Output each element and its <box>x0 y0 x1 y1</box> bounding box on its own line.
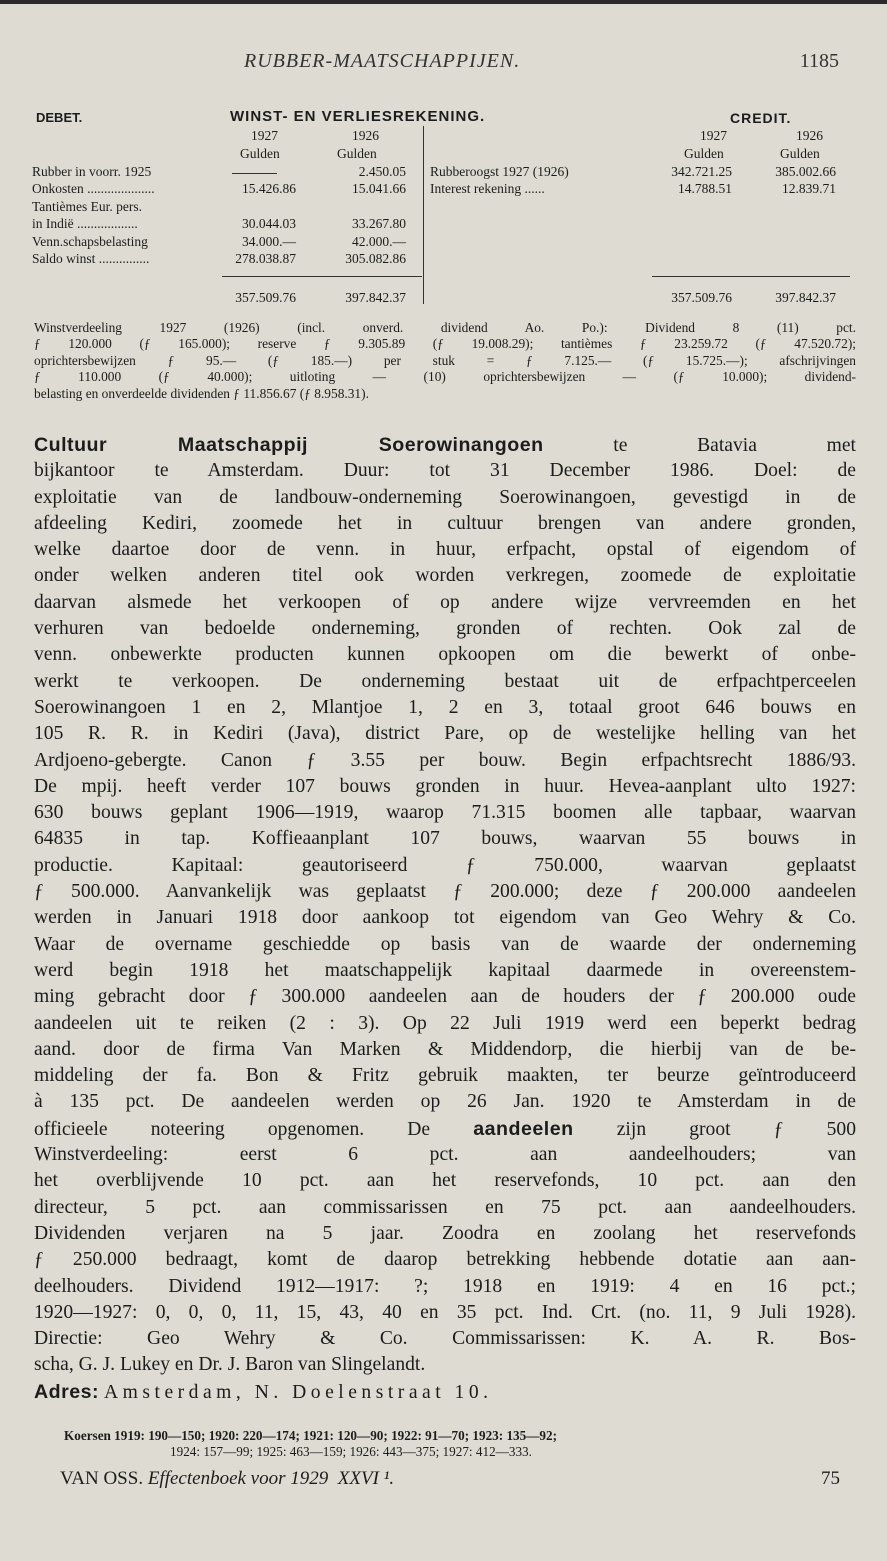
debit-row-1926: 2.450.05 <box>358 164 406 179</box>
entry-line: Directie: Geo Wehry & Co. Commissarissen: K. A. R. Bos- <box>34 1328 856 1350</box>
entry-line: deelhouders. Dividend 1912—1917: ?; 1918 en 1919: 4 en 16 pct.; <box>34 1275 856 1297</box>
footer-publication: Effectenboek voor 1929 <box>147 1468 329 1489</box>
distribution-line: oprichtersbewijzen ƒ 95.— (ƒ 185.—) per stuk = ƒ 7.125.— (ƒ 15.725.—); afschrijvingen <box>34 352 856 368</box>
debit-currency-1926: Gulden <box>337 146 377 161</box>
debit-year-1926: 1926 <box>352 128 379 143</box>
debit-row-label: Tantièmes Eur. pers. <box>32 199 143 214</box>
entry-line: het overblijvende 10 pct. aan het reservefonds, 10 pct. aan den <box>34 1170 856 1192</box>
entry-line: afdeeling Kediri, zoomede het in cultuur brengen van andere gronden, <box>34 512 856 534</box>
entry-line: aand. door de firma Van Marken & Middendorp, die hierbij van de be- <box>34 1038 856 1060</box>
address-value: Amsterdam, N. Doelenstraat 10. <box>103 1381 493 1403</box>
profit-distribution <box>34 320 856 402</box>
entry-line: Dividenden verjaren na 5 jaar. Zoodra en zoolang het reservefonds <box>34 1222 856 1244</box>
debit-row-1927: 34.000.— <box>242 234 296 249</box>
credit-row-1927: 342.721.25 <box>671 164 732 179</box>
entry-line: onder welken anderen titel ook worden verkregen, zoomede de exploitatie <box>34 565 856 587</box>
entry-line: bijkantoor te Amsterdam. Duur: tot 31 December 1986. Doel: de <box>34 460 856 482</box>
entry-line: werden in Januari 1918 door aankoop tot eigendom van Geo Wehry & Co. <box>34 907 856 929</box>
entry-line: middeling der fa. Bon & Fritz gebruik maakten, ter beurze geïntroduceerd <box>34 1065 856 1087</box>
company-heading-line <box>34 432 856 458</box>
distribution-line: Winstverdeeling 1927 (1926) (incl. onverd. dividend Ao. Po.): Dividend 8 (11) pct. <box>34 320 856 335</box>
empty-value-dash <box>232 173 277 174</box>
debit-row-1926: 42.000.— <box>352 234 406 249</box>
debit-row-1926: 15.041.66 <box>352 181 406 196</box>
address-line <box>34 1379 856 1405</box>
credit-row-1926: 385.002.66 <box>775 164 836 179</box>
debit-row-label: Saldo winst ............... <box>32 251 150 266</box>
entry-line: venn. onbewerkte producten kunnen opkoopen om die bewerkt of onbe- <box>34 644 856 666</box>
entry-line: ƒ 500.000. Aanvankelijk was geplaatst ƒ 200.000; deze ƒ 200.000 aandeelen <box>34 881 856 903</box>
credit-total-1926: 397.842.37 <box>775 290 836 305</box>
debit-row-1926: 305.082.86 <box>345 251 406 266</box>
debit-total-rule <box>222 276 422 277</box>
entry-line: 630 bouws geplant 1906—1919, waarop 71.315 boomen alle tapbaar, waarvan <box>34 802 856 824</box>
entry-line: productie. Kapitaal: geautoriseerd ƒ 750.000, waarvan geplaatst <box>34 854 856 876</box>
company-entry <box>34 432 856 1405</box>
entry-line: werd begin 1918 het maatschappelijk kapitaal daarmede in overeenstem- <box>34 959 856 981</box>
debit-year-1927: 1927 <box>251 128 278 143</box>
quotes-line-2: 1924: 157—99; 1925: 463—159; 1926: 443—375; 1927: 412—333. <box>170 1444 532 1459</box>
credit-total-1927: 357.509.76 <box>671 290 732 305</box>
distribution-line: ƒ 110.000 (ƒ 40.000); uitloting — (10) oprichtersbewijzen — (ƒ 10.000); dividend- <box>34 369 856 385</box>
entry-line: Winstverdeeling: eerst 6 pct. aan aandeelhouders; van <box>34 1144 856 1166</box>
debit-row-1927: 15.426.86 <box>242 181 296 196</box>
distribution-line: ƒ 120.000 (ƒ 165.000); reserve ƒ 9.305.89 (ƒ 19.008.29); tantièmes ƒ 23.259.72 (ƒ 47.520.72); <box>34 336 856 352</box>
entry-line: ming gebracht door ƒ 300.000 aandeelen aan de houders der ƒ 200.000 oude <box>34 986 856 1008</box>
company-name: Cultuur Maatschappij Soerowinangoen <box>34 434 544 456</box>
footer-volume: XXVI ¹. <box>337 1468 395 1489</box>
entry-line: directeur, 5 pct. aan commissarissen en 75 pct. aan aandeelhouders. <box>34 1196 856 1218</box>
credit-label: CREDIT. <box>730 110 792 126</box>
price-quotes <box>64 1428 854 1460</box>
debit-row-label: in Indië .................. <box>32 216 138 231</box>
aandeelen-keyword: aandeelen <box>473 1117 574 1140</box>
entry-line: 64835 in tap. Koffieaanplant 107 bouws, waarvan 55 bouws in <box>34 828 856 850</box>
account-title: WINST- EN VERLIESREKENING. <box>230 108 486 125</box>
footer-author: VAN OSS. <box>60 1468 144 1489</box>
entry-line: à 135 pct. De aandeelen werden op 26 Jan. 1920 te Amsterdam in de <box>34 1091 856 1113</box>
credit-total-rule <box>652 276 850 277</box>
credit-currency-1927: Gulden <box>684 146 724 161</box>
company-location: te Batavia met <box>613 435 856 456</box>
profit-loss-account <box>0 108 887 308</box>
entry-line: exploitatie van de landbouw-onderneming Soerowinangoen, gevestigd in de <box>34 486 856 508</box>
entry-line: scha, G. J. Lukey en Dr. J. Baron van Slingelandt. <box>34 1354 426 1376</box>
credit-row-1927: 14.788.51 <box>678 181 732 196</box>
entry-line: werkt te verkoopen. De onderneming bestaat uit de erfpachtperceelen <box>34 670 856 692</box>
entry-line: Waar de overname geschiedde op basis van de waarde der onderneming <box>34 933 856 955</box>
page-footer <box>60 1468 840 1492</box>
account-divider <box>423 126 424 304</box>
credit-row-label: Rubberoogst 1927 (1926) <box>430 164 569 179</box>
entry-line: 105 R. R. in Kediri (Java), district Pare, op de westelijke helling van het <box>34 723 856 745</box>
entry-line: Ardjoeno-gebergte. Canon ƒ 3.55 per bouw. Begin erfpachtsrecht 1886/93. <box>34 749 856 771</box>
quotes-line-1: Koersen 1919: 190—150; 1920: 220—174; 1921: 120—90; 1922: 91—70; 1923: 135—92; <box>64 1428 558 1443</box>
entry-line: welke daartoe door de venn. in huur, erfpacht, opstal of eigendom of <box>34 539 856 561</box>
credit-year-1927: 1927 <box>700 128 727 143</box>
address-label: Adres: <box>34 1380 100 1403</box>
credit-currency-1926: Gulden <box>780 146 820 161</box>
running-title: RUBBER-MAATSCHAPPIJEN. <box>244 50 521 72</box>
entry-line: ƒ 250.000 bedraagt, komt de daarop betrekking hebbende dotatie aan aan- <box>34 1249 856 1271</box>
entry-line: 1920—1927: 0, 0, 0, 11, 15, 43, 40 en 35 pct. Ind. Crt. (no. 11, 9 Juli 1928). <box>34 1301 856 1323</box>
credit-row-label: Interest rekening ...... <box>430 181 545 196</box>
debit-row-1926: 33.267.80 <box>352 216 406 231</box>
entry-line <box>34 1116 856 1142</box>
entry-fragment: officieele noteering opgenomen. <box>34 1118 365 1140</box>
entry-fragment: zijn groot ƒ 500 <box>616 1118 857 1140</box>
entry-line: Soerowinangoen 1 en 2, Mlantjoe 1, 2 en 3, totaal groot 646 bouws en <box>34 696 856 718</box>
debit-currency-1927: Gulden <box>240 146 280 161</box>
page-number: 1185 <box>799 50 839 72</box>
page-header <box>0 50 887 80</box>
scan-edge <box>0 0 887 4</box>
debit-row-label: Venn.schapsbelasting <box>32 234 148 249</box>
debit-total-1927: 357.509.76 <box>235 290 296 305</box>
debet-label: DEBET. <box>36 110 83 125</box>
debit-row-label: Rubber in voorr. 1925 <box>32 164 152 179</box>
debit-row-1927: 30.044.03 <box>242 216 296 231</box>
entry-line: aandeelen uit te reiken (2 : 3). Op 22 Juli 1919 werd een beperkt bedrag <box>34 1012 856 1034</box>
entry-line: daarvan alsmede het verkoopen of op andere wijze vervreemden en het <box>34 591 856 613</box>
debit-row-label: Onkosten .................... <box>32 181 155 196</box>
distribution-line: belasting en onverdeelde dividenden ƒ 11.856.67 (ƒ 8.958.31). <box>34 385 369 401</box>
entry-line: De mpij. heeft verder 107 bouws gronden in huur. Hevea-aanplant ulto 1927: <box>34 775 856 797</box>
credit-year-1926: 1926 <box>796 128 823 143</box>
footer-sheet-number: 75 <box>821 1468 840 1489</box>
entry-fragment: De <box>407 1118 431 1140</box>
debit-total-1926: 397.842.37 <box>345 290 406 305</box>
entry-line: verhuren van bedoelde onderneming, gronden of rechten. Ook zal de <box>34 618 856 640</box>
credit-row-1926: 12.839.71 <box>782 181 836 196</box>
debit-row-1927: 278.038.87 <box>235 251 296 266</box>
footer-source <box>60 1468 394 1490</box>
